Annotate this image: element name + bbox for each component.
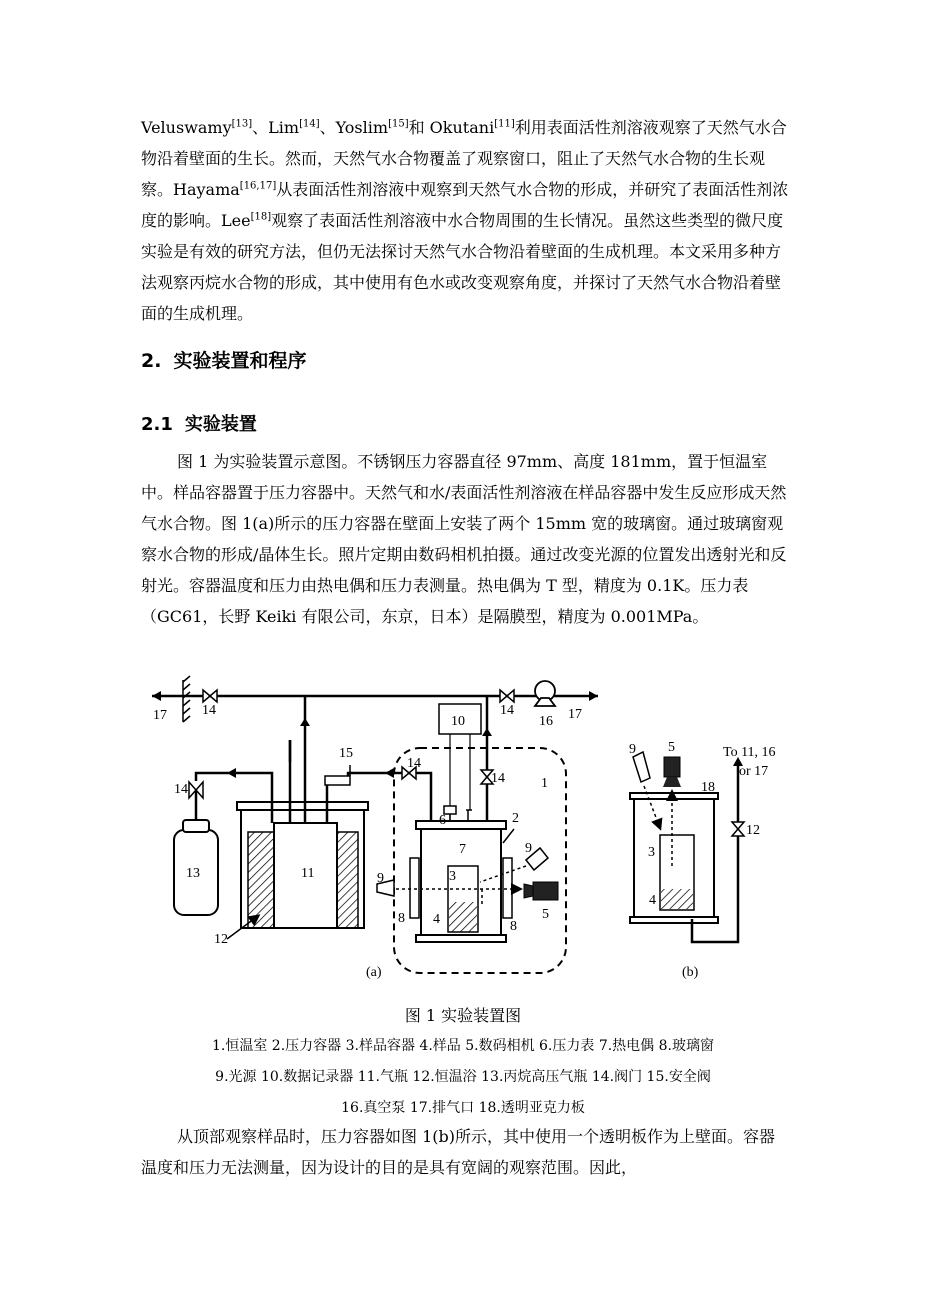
subsection-heading: 2.1 实验装置 [141,414,257,435]
safety-valve-icon [325,765,350,785]
subfigure-a-label: (a) [366,965,382,980]
figure-legend-line-3: 16.真空泵 17.排气口 18.透明亚克力板 [341,1100,585,1116]
label-or: or 17 [739,764,769,779]
top-view-paragraph: 从顶部观察样品时，压力容器如图 1(b)所示，其中使用一个透明板作为上壁面。容器温度和压力无法测量，因为设计的目的是具有宽阔的观察范围。因此， [141,1127,775,1177]
label-17: 17 [153,708,167,723]
section-heading: 2. 实验装置和程序 [141,350,307,372]
propane-cylinder [174,815,218,915]
camera-icon [524,882,558,900]
exhaust-left [183,676,190,722]
label-9a: 9 [525,841,532,856]
label-12: 12 [214,932,228,947]
vessel-b [630,752,718,923]
label-13: 13 [186,866,200,881]
label-4: 4 [433,912,440,927]
label-8a: 8 [398,911,405,926]
label-18: 18 [701,780,715,795]
vacuum-pump-icon [535,681,555,706]
label-15: 15 [339,746,353,761]
label-16: 16 [539,714,553,729]
label-9c: 9 [629,742,636,757]
figure-caption: 图 1 实验装置图 [404,1006,522,1025]
figure-legend-line-2: 9.光源 10.数据记录器 11.气瓶 12.恒温浴 13.丙烷高压气瓶 14.阀门 15.安全阀 [215,1069,711,1085]
label-11: 11 [301,866,315,881]
label-4b: 4 [649,893,656,908]
label-6: 6 [439,813,446,828]
label-10: 10 [451,714,465,729]
intro-paragraph: Veluswamy[13]、Lim[14]、Yoslim[15]和 Okutani[11]利用表面活性剂溶液观察了天然气水合物沿着壁面的生长。然而，天然气水合物覆盖了观察窗口，阻止了天然气水合物的生长观察。Hayama[16,17]从表面活性剂溶液中观察到天然气水合物的形成，并研究了表面活性剂浓度的影响。Lee[18]观察了表面活性剂溶液中水合物周围的生长情况。虽然这些类型的微尺度实验是有效的研究方法，但仍无法探讨天然气水合物沿着壁面的生成机理。本文采用多种方法观察丙烷水合物的形成，其中使用有色水或改变观察角度，并探讨了天然气水合物沿着壁面的生成机理。 [141,118,789,323]
label-14e: 14 [174,782,188,797]
label-14d: 14 [491,771,505,786]
label-5: 5 [542,907,549,922]
label-5b: 5 [668,740,675,755]
label-2: 2 [512,811,519,826]
label-3b: 3 [648,845,655,860]
label-1: 1 [541,776,548,791]
label-14b: 14 [500,703,514,718]
label-12b: 12 [746,823,760,838]
label-14c: 14 [407,756,421,771]
subfigure-b-label: (b) [682,965,699,980]
label-14a: 14 [202,703,216,718]
apparatus-paragraph: 图 1 为实验装置示意图。不锈钢压力容器直径 97mm、高度 181mm，置于恒温室中。样品容器置于压力容器中。天然气和水/表面活性剂溶液在样品容器中发生反应形成天然气水合物。图 1(a)所示的压力容器在壁面上安装了两个 15mm 宽的玻璃窗。通过玻璃窗观察水合物的形成/晶体生长。照片定期由数码相机拍摄。通过改变光源的位置发出透射光和反射光。容器温度和压力由热电偶和压力表测量。热电偶为 T 型，精度为 0.1K。压力表（GC61，长野 Keiki 有限公司，东京，日本）是隔膜型，精度为 0.001MPa。 [141,452,787,626]
label-7: 7 [459,842,466,857]
label-3: 3 [449,869,456,884]
label-9b: 9 [377,871,384,886]
figure-legend-line-1: 1.恒温室 2.压力容器 3.样品容器 4.样品 5.数码相机 6.压力表 7.热电偶 8.玻璃窗 [211,1038,714,1054]
label-8b: 8 [510,919,517,934]
thermostatic-bath [237,802,368,928]
pressure-vessel [410,806,512,942]
label-17b: 17 [568,707,582,722]
label-to: To 11, 16 [723,745,776,760]
